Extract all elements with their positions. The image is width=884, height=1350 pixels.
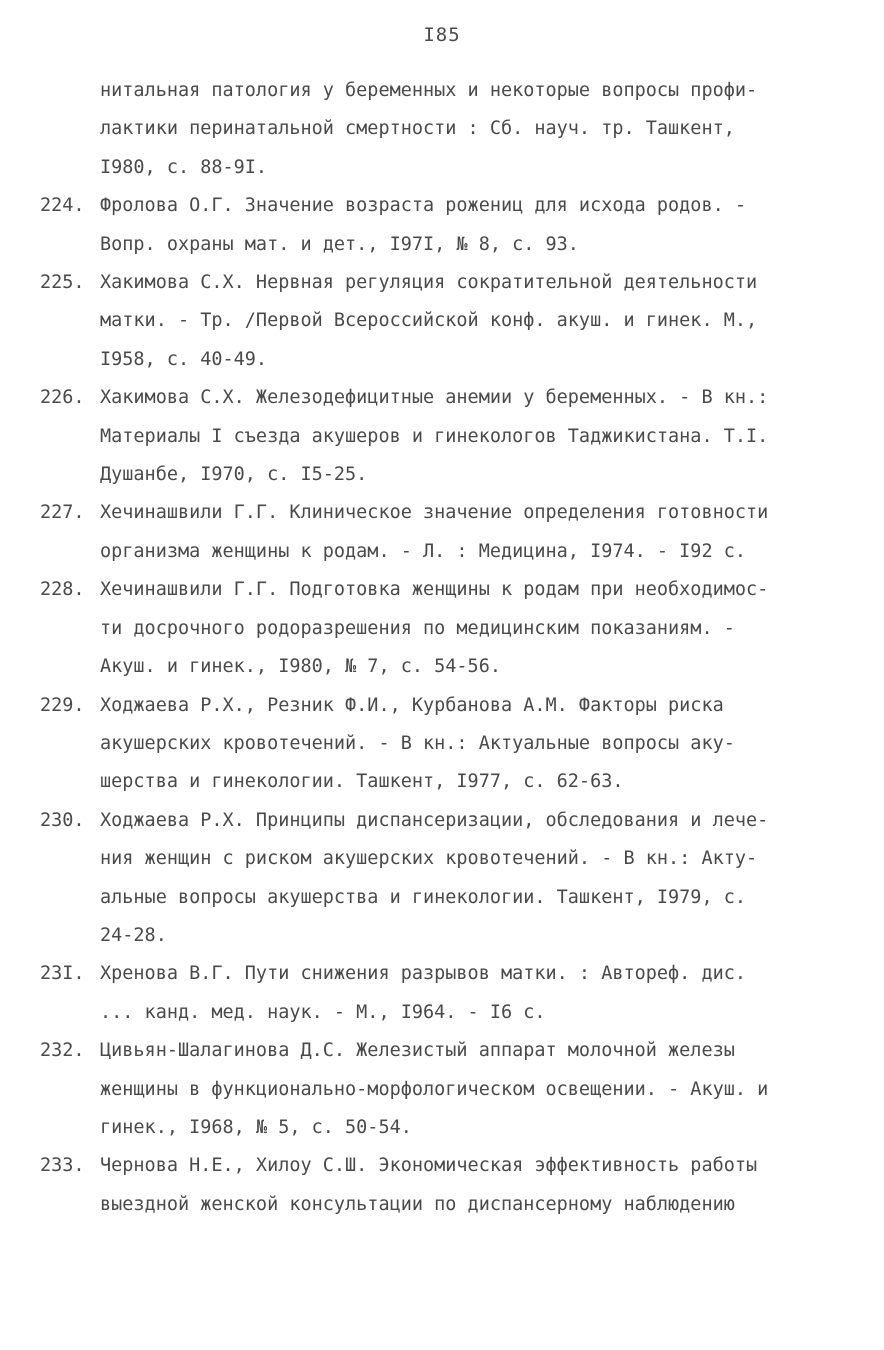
bibliography-entry-233 xyxy=(40,1147,860,1224)
entry-line: Хечинашвили Г.Г. Подготовка женщины к родам при необходимос- xyxy=(100,579,769,601)
entry-number: 226. xyxy=(40,387,85,409)
entry-line: Вопр. охраны мат. и дет., I97I, № 8, с. 93. xyxy=(100,233,579,255)
entry-number: 229. xyxy=(40,694,85,716)
entry-line: матки. - Тр. /Первой Всероссийской конф. акуш. и гинек. М., xyxy=(100,310,758,332)
entry-line: Душанбе, I970, с. I5-25. xyxy=(100,464,368,486)
bibliography-entry-229 xyxy=(40,687,860,802)
entry-number: 224. xyxy=(40,195,85,217)
entry-line: ти досрочного родоразрешения по медицинским показаниям. - xyxy=(100,617,735,639)
entry-line: Цивьян-Шалагинова Д.С. Железистый аппарат молочной железы xyxy=(100,1040,735,1062)
bibliography-entry-224 xyxy=(40,187,860,264)
entry-line: альные вопросы акушерства и гинекологии. Ташкент, I979, с. xyxy=(100,886,747,908)
entry-line: I980, с. 88-9I. xyxy=(100,156,268,178)
entry-number: 230. xyxy=(40,809,85,831)
bibliography-entry-232 xyxy=(40,1032,860,1147)
page-number: I85 xyxy=(423,24,461,46)
entry-line: Чернова Н.Е., Хилоу С.Ш. Экономическая эффективность работы xyxy=(100,1155,758,1177)
entry-line: шерства и гинекологии. Ташкент, I977, с. 62-63. xyxy=(100,771,624,793)
entry-number: 232. xyxy=(40,1040,85,1062)
entry-line: нитальная патология у беременных и некоторые вопросы профи- xyxy=(100,80,758,101)
entry-line: акушерских кровотечений. - В кн.: Актуальные вопросы аку- xyxy=(100,732,735,754)
bibliography-entry-228 xyxy=(40,571,860,686)
entry-number: 228. xyxy=(40,579,85,601)
entry-line: Ходжаева Р.Х., Резник Ф.И., Курбанова А.М. Факторы риска xyxy=(100,694,724,716)
bibliography-entry-225 xyxy=(40,264,860,379)
entry-number: 227. xyxy=(40,502,85,524)
entry-line: выездной женской консультации по диспансерному наблюдению xyxy=(100,1193,735,1215)
entry-line: Фролова О.Г. Значение возраста рожениц для исхода родов. - xyxy=(100,195,747,217)
bibliography-entry-231 xyxy=(40,955,860,1032)
entry-line: I958, с. 40-49. xyxy=(100,348,268,370)
entry-line: женщины в функционально-морфологическом освещении. - Акуш. и xyxy=(100,1078,769,1100)
entry-number: 23I. xyxy=(40,963,85,985)
entry-line: Ходжаева Р.Х. Принципы диспансеризации, обследования и лече- xyxy=(100,809,769,831)
entry-line: Хечинашвили Г.Г. Клиническое значение определения готовности xyxy=(100,502,769,524)
entry-line: организма женщины к родам. - Л. : Медицина, I974. - I92 с. xyxy=(100,540,747,562)
entry-line: Акуш. и гинек., I980, № 7, с. 54-56. xyxy=(100,656,501,678)
entry-line: Хакимова С.Х. Железодефицитные анемии у беременных. - В кн.: xyxy=(100,387,769,409)
entry-line: Хренова В.Г. Пути снижения разрывов матки. : Автореф. дис. xyxy=(100,963,747,985)
entry-number: 225. xyxy=(40,272,85,294)
entry-line: 24-28. xyxy=(100,924,167,946)
bibliography-list xyxy=(40,72,860,1224)
entry-line: Хакимова С.Х. Нервная регуляция сократительной деятельности xyxy=(100,272,758,294)
entry-line: Материалы I съезда акушеров и гинекологов Таджикистана. Т.I. xyxy=(100,425,769,447)
continuation-entry xyxy=(40,72,860,187)
entry-line: гинек., I968, № 5, с. 50-54. xyxy=(100,1116,412,1138)
bibliography-entry-226 xyxy=(40,379,860,494)
bibliography-entry-227 xyxy=(40,494,860,571)
entry-line: ния женщин с риском акушерских кровотечений. - В кн.: Акту- xyxy=(100,848,758,870)
entry-line: ... канд. мед. наук. - М., I964. - I6 с. xyxy=(100,1001,546,1023)
entry-number: 233. xyxy=(40,1155,85,1177)
entry-line: лактики перинатальной смертности : Сб. науч. тр. Ташкент, xyxy=(100,118,735,140)
bibliography-entry-230 xyxy=(40,802,860,956)
